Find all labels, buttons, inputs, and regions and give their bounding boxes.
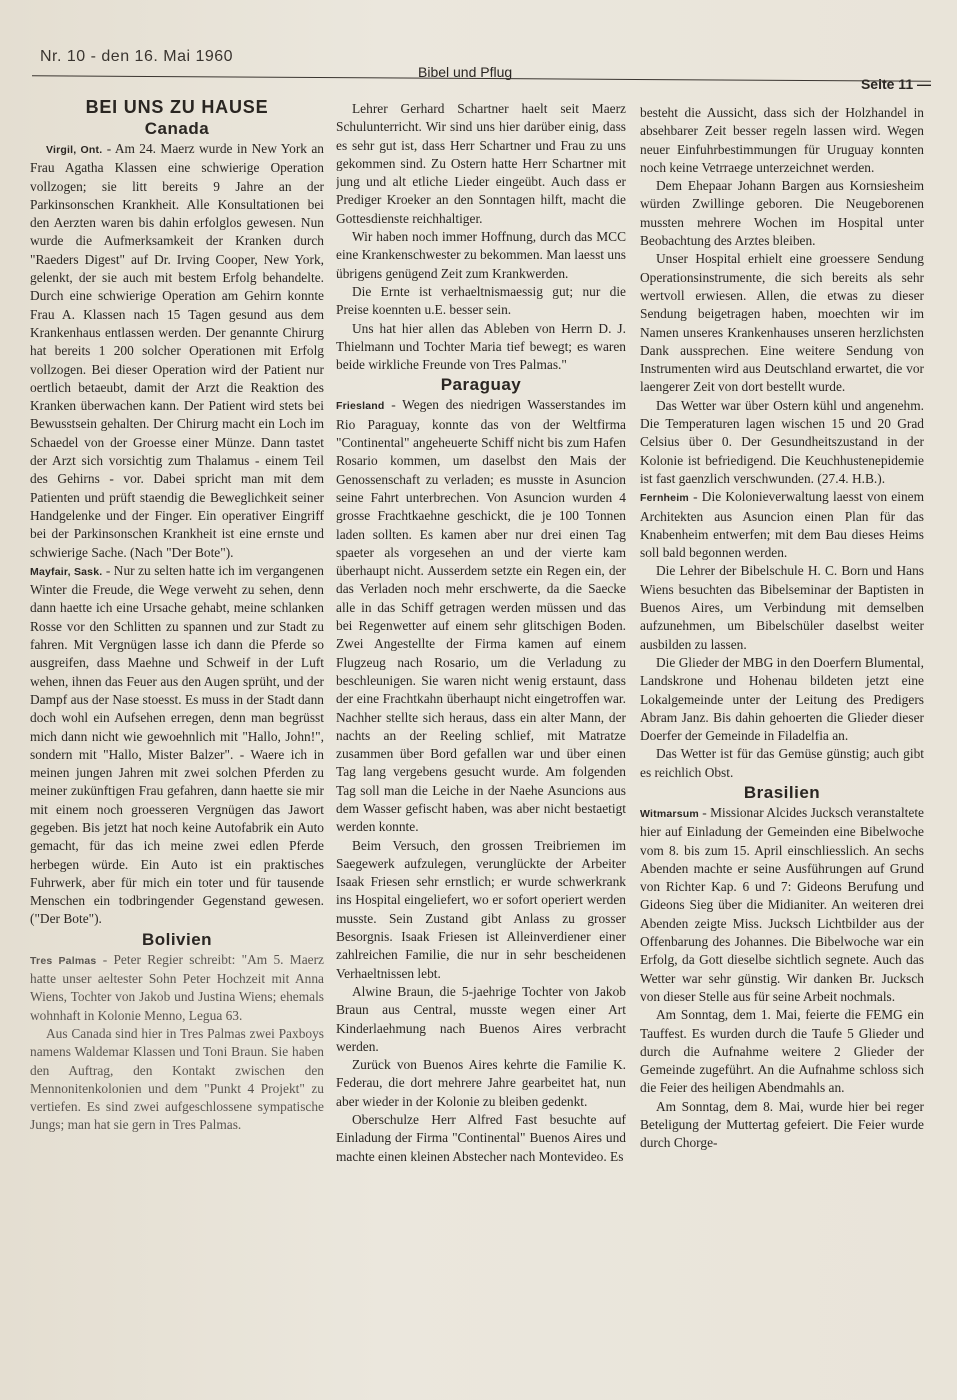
article-virgil (30, 140, 324, 562)
article-fernheim (640, 488, 924, 562)
article-friesland-text: - Wegen des niedrigen Wasserstandes im Rio Paraguay, konnte das von der Weltfirma "Continental" angeheuerte Schiff nicht bis zum Hafen Rosario kommen, um daselbst den Mais der Genossenschaft zu verladen; es musste in Asuncion seine Fahrt unterbrechen. Von Asuncion wurden 4 grosse Frachtkaehne geschickt, die je 100 Tonnen laden sollten. Es kamen aber nur drei einen Tag spaeter als vorgesehen an und der vierte kam überhaupt nicht. Ausserdem setzte ein Regen ein, der das Verladen noch mehr erschwerte, da die Saecke alle in das Schiff getragen werden müssen und das bei Regenwetter auf einem sehr glitschigen Boden. Zwei Angestellte der Firma kamen auf einem Flugzeug nach Rosario, um die Verladung zu beschleunigen. Sie waren nicht wenig erstaunt, dass der eine Frachtkahn überhaupt nicht eingetroffen war. Nachher stellte sich heraus, dass ein alter Mann, der nachts an der Reeling schlief, mit Matratze zusammen über Bord gefallen war und über einen Tag lang vergebens gesucht wurde. Am folgenden Tag soll man die Leiche in der Naehe Asuncions aus dem Wasser gefischt haben, was aber nicht bestaetigt werden konnte. (336, 397, 626, 835)
article-mayfair (30, 562, 324, 929)
paragraph: Die Lehrer der Bibelschule H. C. Born und Hans Wiens besuchten das Bibelseminar der Baptisten in Buenos Aires, um Verbindung mit demselben aufzunehmen, um Bibelschüler daselbst weiter ausbilden zu lassen. (640, 563, 924, 652)
paragraph: Das Wetter war über Ostern kühl und angenehm. Die Temperaturen lagen wischen 15 und 20 Grad Celsius über 0. Der Gesundheitszustand in der Kolonie ist befriedigend. Die Keuchhustenepidemie ist fast gaenzlich verschwunden. (27.4. H.B.). (640, 397, 924, 486)
article-tres-palmas-text: - Peter Regier schreibt: "Am 5. Maerz hatte unser aeltester Sohn Peter Hochzeit mit Anna Wiens, Tochter von Jakob und Justina Wiens; ehemals wohnhaft in Kolonie Menno, Legua 63. (30, 951, 324, 1023)
paragraph: Lehrer Gerhard Schartner haelt seit Maerz Schulunterricht. Wir sind uns hier darüber einig, dass es sehr gut ist, dass Herr Schartner und Frau zu uns gekommen sind. Zu Ostern hatte Herr Schartner mit jung und alt etliche Lieder eingeübt. Auch dass er Prediger Kroeker an den Sonntagen hilft, macht die Gottesdienste reichhaltiger. (336, 101, 626, 226)
section-title-bolivien: Bolivien (141, 929, 213, 949)
paragraph: Oberschulze Herr Alfred Fast besuchte auf Einladung der Firma "Continental" Buenos Aires und machte einen kleinen Abstecher nach Montevideo. Es (336, 1112, 626, 1164)
column-1 (30, 96, 324, 1390)
paragraph: Zurück von Buenos Aires kehrte die Familie K. Federau, die dort mehrere Jahre gearbeitet hat, nun aber wieder in der Kolonie zu bleiben gedenkt. (336, 1057, 626, 1109)
article-virgil-text: - Am 24. Maerz wurde in New York an Frau Agatha Klassen eine schwierige Operation vollzogen; sie litt bereits 9 Jahre an der Parkinsonschen Krankheit. Alle Konsultationen bei den Aerzten waren bis dahin erfolglos gewesen. Nun wurde die Aufmerksamkeit der Kranken durch "Raeders Digest" auf Dr. Irving Cooper, New York, gelenkt, der sie auch mit bestem Erfolg behandelte. Durch eine schwierige Operation am Gehirn konnte Frau A. Klassen nach 15 Tagen gesund aus dem Krankenhaus entlassen werden. Der genannte Chirurg hat bereits 1 200 solcher Operationen mit Erfolg vollzogen. Bei dieser Operation wird der Patient nur oertlich betaeubt, damit der Arzt die Reaktion des Kranken überwachen kann. Der Patient wird stets bei Bewusstsein gehalten. Der Chirurg macht ein Loch im Schaedel von der Groesse einer Münze. Dann tastet der Arzt sich vorsichtig zum Thalamus - einem Teil des Gehirns - vor. Dabei spricht man mit dem Patienten und prüft staendig die Beweglichkeit seiner Handgelenke und der Finger. Ein operativer Eingriff bei der Parkinsonschen Krankheit ist eine ernste und schwierige Sache. (Nach "Der Bote"). (30, 141, 324, 560)
section-title-brasilien: Brasilien (743, 782, 821, 802)
column-3 (640, 104, 924, 1390)
paragraph: Beim Versuch, den grossen Treibriemen im Saegewerk aufzulegen, verunglückte der Arbeiter Isaak Friesen sehr ernstlich; er wurde schwerkrank ins Hospital eingeliefert, wo er sofort operiert werden musste. Sein Zustand gibt Anlass zu grosser Besorgnis. Isaak Friesen ist Alleinverdiener einer zahlreichen Familie, die nur in sehr bescheidenen Verhaeltnissen lebt. (336, 837, 626, 981)
paragraph: Am Sonntag, dem 1. Mai, feierte die FEMG ein Tauffest. Es wurden durch die Taufe 5 Glieder und durch die Aufnahme weitere 2 Glieder der Gemeinde zugeführt. An die Aufnahme schloss sich die Feier des heiligen Abendmahls an. (640, 1007, 924, 1096)
page-heading: BEI UNS ZU HAUSE (85, 97, 269, 117)
paragraph: Wir haben noch immer Hoffnung, durch das MCC eine Krankenschwester zu bekommen. Man laesst uns übrigens genügend Zeit zum Krankwerden. (336, 229, 626, 281)
article-friesland (336, 396, 626, 836)
paragraph: Unser Hospital erhielt eine groessere Sendung Operationsinstrumente, die sich bereits als sehr wertvoll erwiesen. Allen, die etwas zu dieser Sendung beigetragen haben, moechten wir im Namen unseres Krankenhauses unseren herzlichsten Dank aussprechen. Eine weitere Sendung von Instrumenten wird aus Deutschland erwartet, die vor laengerer Zeit von dort bestellt wurde. (640, 251, 924, 395)
paragraph: Uns hat hier allen das Ableben von Herrn D. J. Thielmann und Tochter Maria tief bewegt; es waren beide wirkliche Freunde von Tres Palmas." (336, 320, 626, 373)
place-friesland: Friesland (336, 400, 385, 413)
section-title-paraguay: Paraguay (440, 375, 522, 395)
issue-date: Nr. 10 - den 16. Mai 1960 (40, 48, 234, 65)
paragraph: besteht die Aussicht, dass sich der Holzhandel in absehbarer Zeit besser regeln lassen wird. Wegen neuer Einfuhrbestimmungen für Uruguay konnten noch keine Vetrraege unterzeichnet werden. (640, 105, 924, 175)
article-witmarsum-text: - Missionar Alcides Jucksch veranstaltete hier auf Einladung der Gemeinden eine Bibelwoche vom 8. bis zum 15. April einschliesslich. An sechs Abenden machte er seine Ausführungen auf Grund von Richter Kap. 6 und 7: Gideons Berufung und Gideons Sieg über die Midianiter. An weiteren drei Abenden zeigte Miss. Jucksch Lichtbilder aus der Offenbarung des Johannes. Die Bibelwoche war ein Erfolg, da Gott dieselbe sichtlich segnete. Auch das Wetter war sehr günstig. Wir danken Br. Jucksch von dieser Stelle aus für seine Arbeit nochmals. (640, 804, 924, 1004)
article-tres-palmas (30, 951, 324, 1025)
section-title-canada: Canada (144, 119, 210, 138)
article-mayfair-text: - Nur zu selten hatte ich im vergangenen Winter die Freude, die Wege verweht zu sehen, denn dann haette ich eine Ursache gehabt, meine schlanken Rosse vor den Schlitten zu spannen und zur Stadt zu fahren. Mit Vergnügen lasse ich dann die Pferde so ausgreifen, dass Maehne und Schweif in der Luft wehen, ihnen das Feuer aus den Augen sprüht, und der Dampf aus der Nase stoesst. Es muss in der Stadt dann doch wohl ein Aufsehen erregen, denn man begrüsst mich dann nicht wie gewoehnlich mit "Hallo, John!", sondern mit "Hallo, Mister Balzer". - Waere ich in meinen jungen Jahren mit zwei solchen Pferden zu meiner zukünftigen Frau gefahren, dann haette sie mir mit einem noch groesseren Vergnügen das Jawort gegeben. Bis jetzt hat noch keine Autofabrik ein Auto gemacht, für das ich meine zwei edlen Pferde herbegen würde. Ein Auto ist ein praktisches Fuhrwerk, aber für mich ein toter und für tausende Menschen ein todbringender Gegenstand gewesen. ("Der Bote"). (30, 562, 324, 927)
place-tres-palmas: Tres Palmas (30, 954, 97, 967)
place-witmarsum: Witmarsum (640, 807, 699, 820)
article-tres-palmas-2: Aus Canada sind hier in Tres Palmas zwei Paxboys namens Waldemar Klassen und Toni Braun. Sie haben den Auftrag, den Kontakt zwischen den Mennonitenkolonien und dem "Punkt 4 Projekt" zu vertiefen. Es sind zwei aufgeschlossene sympatische Jungs; man hat sie gern in Tres Palmas. (30, 1025, 324, 1133)
masthead (32, 46, 931, 90)
article-fernheim-text: - Die Kolonieverwaltung laesst von einem Architekten aus Asuncion einen Plan für das Knabenheim entwerfen; mit dem Bau dieses Heims soll bald begonnen werden. (640, 489, 924, 561)
place-fernheim: Fernheim (640, 492, 689, 505)
paragraph: Das Wetter ist für das Gemüse günstig; auch gibt es reichlich Obst. (640, 746, 924, 780)
page-number: Seite 11 — (860, 76, 931, 92)
paper-name: Bibel und Pflug (418, 64, 513, 80)
paragraph: Die Ernte ist verhaeltnismaessig gut; nur die Preise koennten u.E. besser sein. (336, 283, 626, 318)
place-mayfair: Mayfair, Sask. (30, 565, 103, 578)
paragraph: Die Glieder der MBG in den Doerfern Blumental, Landskrone und Hohenau bildeten jetzt eine Lokalgemeinde unter der Leitung des Predigers Abram Janz. Bis dahin gehoerten die Glieder dieser Doerfer der Gemeinde in Filadelfia an. (640, 654, 924, 744)
column-2 (336, 100, 626, 1390)
place-virgil: Virgil, Ont. (46, 144, 103, 156)
paragraph: Dem Ehepaar Johann Bargen aus Kornsiesheim würden Zwillinge geboren. Die Neugeborenen mussten mehrere Wochen im Hospital unter Beobachtung des Arztes bleiben. (640, 178, 924, 249)
paragraph: Am Sonntag, dem 8. Mai, wurde hier bei reger Beteligung der Muttertag gefeiert. Die Feier wurde durch Chorge- (640, 1098, 924, 1151)
article-witmarsum (640, 804, 924, 1006)
paragraph: Alwine Braun, die 5-jaehrige Tochter von Jakob Braun aus Central, musste wegen einer Art Kinderlaehmung nach Buenos Aires verbracht werden. (336, 983, 626, 1054)
